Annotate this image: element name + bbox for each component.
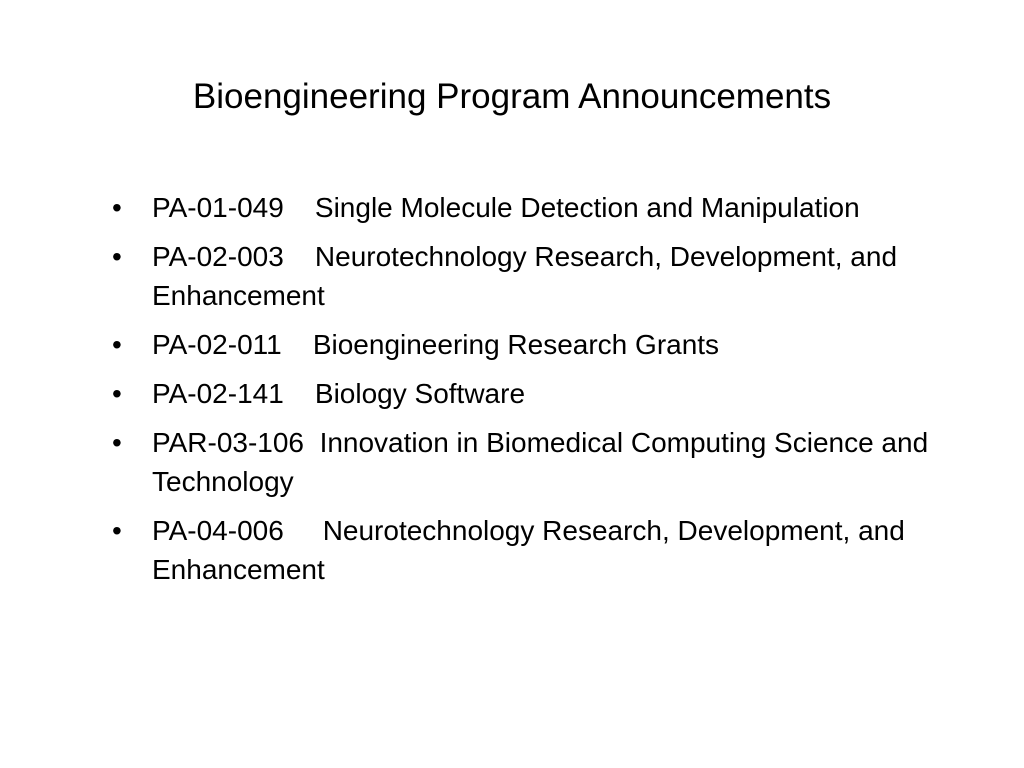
announcement-code: PA-02-141 (152, 378, 315, 409)
bullet-icon: • (112, 427, 122, 458)
list-item (112, 325, 932, 364)
announcement-title: Neurotechnology Research, Development, and Enhancement (152, 241, 898, 311)
announcement-code: PA-01-049 (152, 192, 315, 223)
list-item (112, 237, 932, 315)
announcement-title: Innovation in Biomedical Computing Science and Technology (152, 427, 929, 497)
list-item (112, 374, 932, 413)
slide-title: Bioengineering Program Announcements (192, 77, 832, 116)
list-item (112, 188, 932, 227)
announcement-code: PA-02-003 (152, 241, 315, 272)
bullet-icon: • (112, 192, 122, 223)
announcement-title: Neurotechnology Research, Development, and Enhancement (152, 515, 905, 585)
bullet-icon: • (112, 515, 122, 546)
announcement-list (112, 188, 932, 599)
bullet-icon: • (112, 241, 122, 272)
announcement-title: Bioengineering Research Grants (312, 329, 720, 360)
announcement-title: Single Molecule Detection and Manipulation (314, 192, 860, 223)
bullet-icon: • (112, 329, 122, 360)
announcement-code: PAR-03-106 (152, 427, 320, 458)
list-item (112, 423, 932, 501)
announcement-title: Biology Software (314, 378, 526, 409)
bullet-icon: • (112, 378, 122, 409)
announcement-code: PA-04-006 (152, 515, 323, 546)
list-item (112, 511, 932, 589)
announcement-code: PA-02-011 (152, 329, 313, 360)
